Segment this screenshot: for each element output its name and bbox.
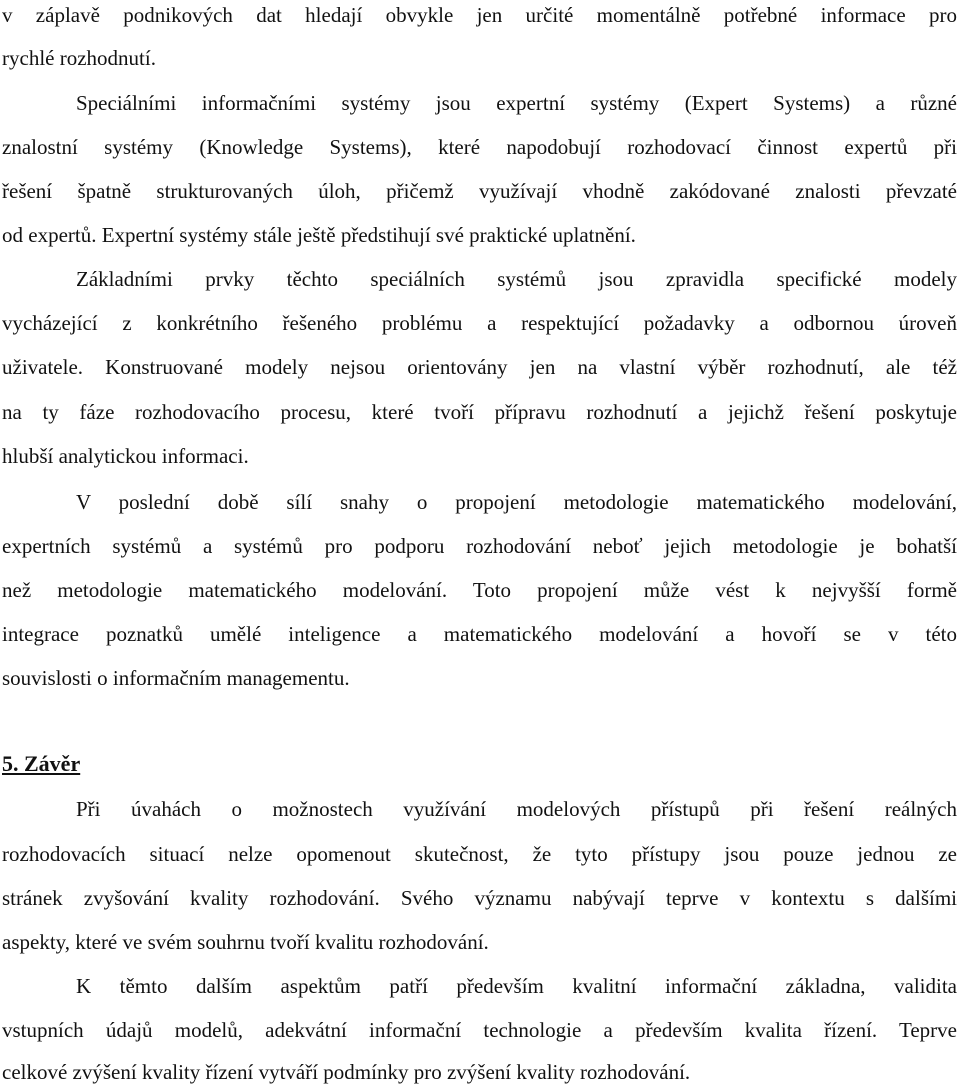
text-line: hlubší analytickou informaci. — [2, 444, 249, 468]
text-line: V poslední době sílí snahy o propojení metodologie matematického modelování, — [76, 490, 957, 514]
text-line: rychlé rozhodnutí. — [2, 46, 156, 70]
text-line: Při úvahách o možnostech využívání modelových přístupů při řešení reálných — [76, 797, 957, 821]
text-line: od expertů. Expertní systémy stále ještě předstihují své praktické uplatnění. — [2, 223, 636, 247]
text-line: K těmto dalším aspektům patří především kvalitní informační základna, validita — [76, 974, 957, 998]
text-line: než metodologie matematického modelování. Toto propojení může vést k nejvyšší formě — [2, 578, 957, 602]
text-line: v záplavě podnikových dat hledají obvykle jen určité momentálně potřebné informace pro — [2, 3, 957, 27]
text-line: vycházející z konkrétního řešeného problému a respektující požadavky a odbornou úroveň — [2, 311, 957, 335]
text-line: celkové zvýšení kvality řízení vytváří podmínky pro zvýšení kvality rozhodování. — [2, 1060, 691, 1084]
text-line: vstupních údajů modelů, adekvátní informační technologie a především kvalita řízení. Teprve — [2, 1018, 957, 1042]
text-line: aspekty, které ve svém souhrnu tvoří kvalitu rozhodování. — [2, 930, 489, 954]
text-line: souvislosti o informačním managementu. — [2, 666, 350, 690]
text-line: řešení špatně strukturovaných úloh, přičemž využívají vhodně zakódované znalosti převzaté — [2, 179, 957, 203]
text-line: expertních systémů a systémů pro podporu rozhodování neboť jejich metodologie je bohatší — [2, 534, 957, 558]
text-line: stránek zvyšování kvality rozhodování. Svého významu nabývají teprve v kontextu s dalšími — [2, 886, 957, 910]
text-line: uživatele. Konstruované modely nejsou orientovány jen na vlastní výběr rozhodnutí, ale též — [2, 355, 957, 379]
text-line: Speciálními informačními systémy jsou expertní systémy (Expert Systems) a různé — [76, 91, 957, 115]
text-line: integrace poznatků umělé inteligence a matematického modelování a hovoří se v této — [2, 622, 957, 646]
section-heading: 5. Závěr — [2, 751, 81, 776]
text-line: na ty fáze rozhodovacího procesu, které tvoří přípravu rozhodnutí a jejichž řešení poskytuje — [2, 400, 957, 424]
text-line: Základními prvky těchto speciálních systémů jsou zpravidla specifické modely — [76, 267, 957, 291]
text-line: rozhodovacích situací nelze opomenout skutečnost, že tyto přístupy jsou pouze jednou ze — [2, 842, 957, 866]
text-line: znalostní systémy (Knowledge Systems), které napodobují rozhodovací činnost expertů při — [2, 135, 957, 159]
